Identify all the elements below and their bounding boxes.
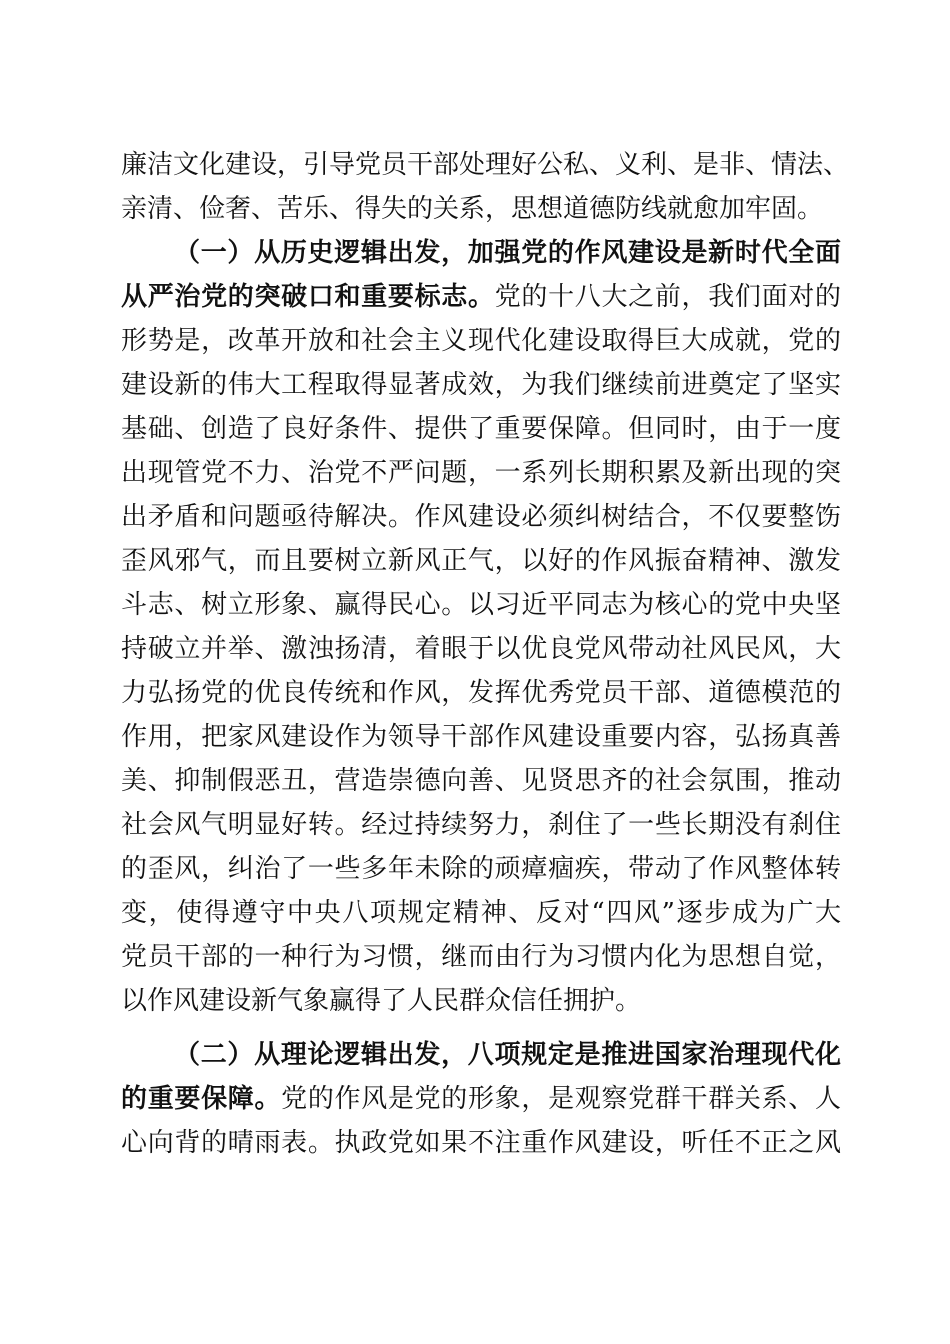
bold-run: （一）从历史逻辑出发，加强党的作风建设是新时代全面 [174, 238, 841, 268]
section-heading-line [174, 238, 841, 268]
text-run: 党的作风是党的形象，是观察党群干群关系、人 [281, 1084, 841, 1114]
bold-run: （二）从理论逻辑出发，八项规定是推进国家治理现代化 [174, 1040, 841, 1070]
text-run: 建设新的伟大工程取得显著成效，为我们继续前进奠定了坚实 [121, 370, 841, 400]
bold-run: 从严治党的突破口和重要标志。 [121, 282, 495, 312]
text-line [121, 502, 841, 532]
text-line [121, 194, 841, 224]
section-heading-line [174, 1040, 841, 1070]
text-run: 的歪风，纠治了一些多年未除的顽瘴痼疾，带动了作风整体转 [121, 854, 841, 884]
text-run: 心向背的晴雨表。执政党如果不注重作风建设，听任不正之风 [121, 1128, 841, 1158]
text-run: 斗志、树立形象、赢得民心。以习近平同志为核心的党中央坚 [121, 590, 841, 620]
text-line [121, 458, 841, 488]
text-run: 党的十八大之前，我们面对的 [494, 282, 841, 312]
text-line [121, 986, 841, 1016]
text-run: 持破立并举、激浊扬清，着眼于以优良党风带动社风民风，大 [121, 634, 841, 664]
text-line [121, 326, 841, 356]
text-run: 以作风建设新气象赢得了人民群众信任拥护。 [121, 986, 642, 1016]
bold-run: 的重要保障。 [121, 1084, 282, 1114]
text-run: 美、抑制假恶丑，营造崇德向善、见贤思齐的社会氛围，推动 [121, 766, 841, 796]
text-run: 出矛盾和问题亟待解决。作风建设必须纠树结合，不仅要整饬 [121, 502, 841, 532]
text-line [121, 1128, 841, 1158]
text-line [121, 942, 841, 972]
text-line [121, 590, 841, 620]
text-line [121, 766, 841, 796]
text-run: 基础、创造了良好条件、提供了重要保障。但同时，由于一度 [121, 414, 841, 444]
text-line [121, 150, 850, 180]
text-run: 亲清、俭奢、苦乐、得失的关系，思想道德防线就愈加牢固。 [121, 194, 824, 224]
text-line [121, 1084, 841, 1114]
text-run: 变，使得遵守中央八项规定精神、反对“四风”逐步成为广大 [121, 898, 841, 928]
text-run: 形势是，改革开放和社会主义现代化建设取得巨大成就，党的 [121, 326, 841, 356]
text-line [121, 898, 841, 928]
text-line [121, 414, 841, 444]
text-run: 力弘扬党的优良传统和作风，发挥优秀党员干部、道德模范的 [121, 678, 841, 708]
text-run: 出现管党不力、治党不严问题，一系列长期积累及新出现的突 [121, 458, 841, 488]
text-line [121, 678, 841, 708]
text-line [121, 370, 841, 400]
text-line [121, 634, 841, 664]
text-run: 党员干部的一种行为习惯，继而由行为习惯内化为思想自觉， [121, 942, 841, 972]
text-run: 作用，把家风建设作为领导干部作风建设重要内容，弘扬真善 [121, 722, 841, 752]
text-line [121, 546, 841, 576]
text-line [121, 282, 841, 312]
text-line [121, 722, 841, 752]
text-run: 社会风气明显好转。经过持续努力，刹住了一些长期没有刹住 [121, 810, 841, 840]
text-run: 歪风邪气，而且要树立新风正气，以好的作风振奋精神、激发 [121, 546, 841, 576]
text-line [121, 854, 841, 884]
text-line [121, 810, 841, 840]
text-run: 廉洁文化建设，引导党员干部处理好公私、义利、是非、情法、 [121, 150, 850, 180]
